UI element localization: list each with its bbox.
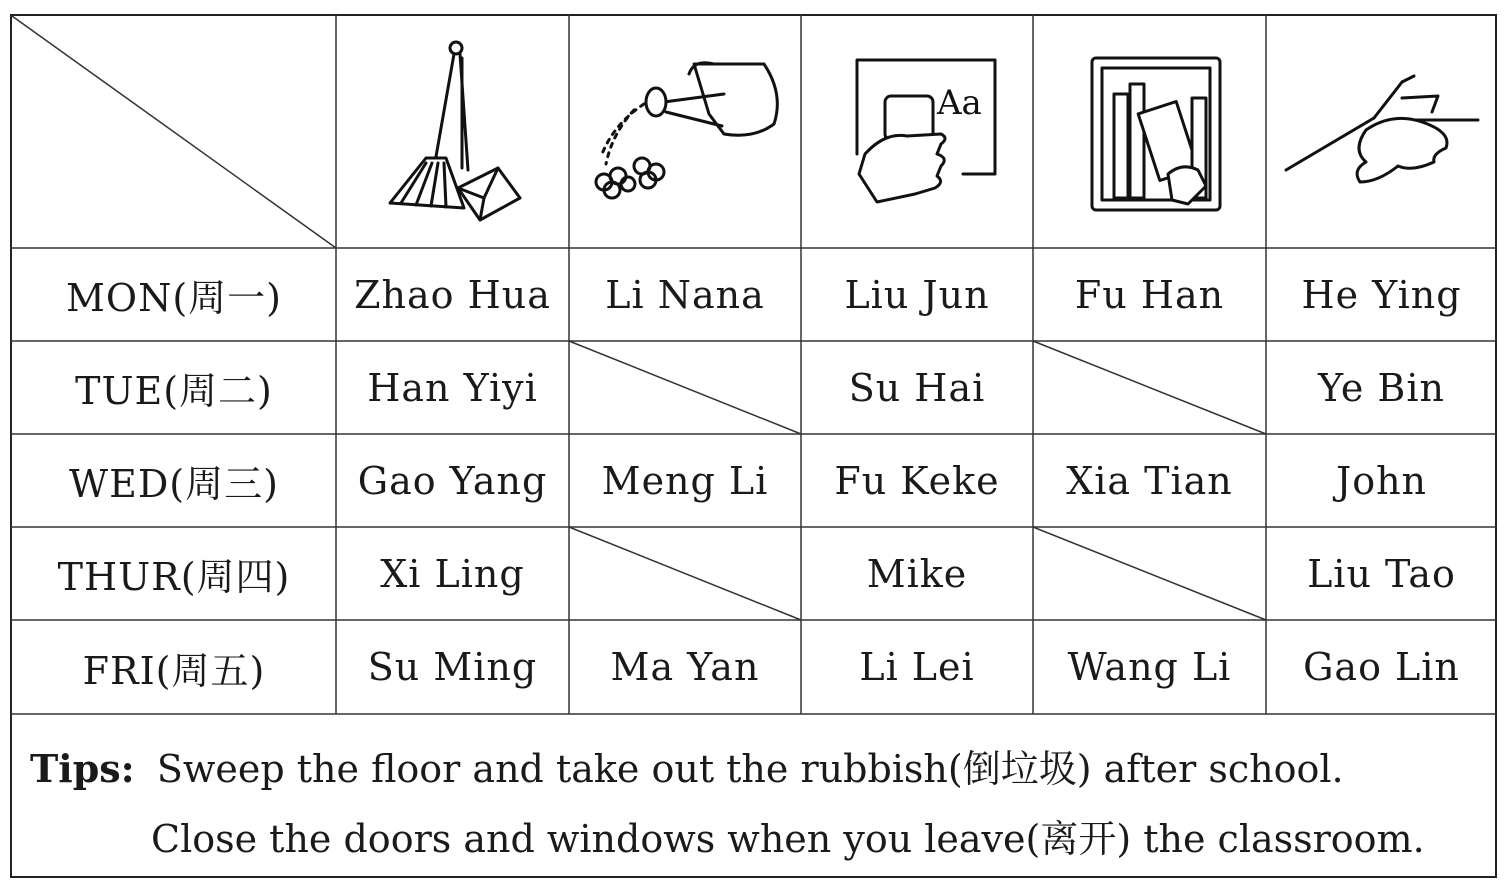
tips-text-1: Sweep the floor and take out the rubbish(倒垃圾) after school. xyxy=(156,747,1344,791)
duty-cell: Wang Li xyxy=(1067,645,1232,689)
tips-text-2: Close the doors and windows when you leave(离开) the classroom. xyxy=(151,817,1425,861)
tips-line-2 xyxy=(151,808,1425,863)
duty-cell: Ma Yan xyxy=(610,645,760,689)
duty-cell: Gao Yang xyxy=(357,458,548,503)
duty-cell: Su Hai xyxy=(848,365,986,410)
duty-cell: Li Lei xyxy=(859,645,975,689)
tips-line-1 xyxy=(30,738,1344,793)
day-label-tue: TUE(周二) xyxy=(75,369,273,413)
duty-cell: Meng Li xyxy=(601,458,769,503)
duty-cell: Liu Jun xyxy=(844,272,990,317)
duty-cell-empty xyxy=(569,341,801,434)
broom-and-dustpan-icon xyxy=(376,38,536,228)
duty-cell: John xyxy=(1335,458,1428,503)
duty-cell: Xia Tian xyxy=(1066,458,1233,503)
duty-cell: Fu Han xyxy=(1074,272,1225,317)
day-label-wed: WED(周三) xyxy=(69,462,279,506)
duty-cell: Fu Keke xyxy=(834,458,1000,503)
duty-cell-empty xyxy=(569,527,801,620)
watering-can-icon xyxy=(584,54,784,204)
day-label-mon: MON(周一) xyxy=(66,276,282,320)
duty-cell: Xi Ling xyxy=(380,551,525,596)
duty-cell: Gao Lin xyxy=(1303,645,1460,689)
duty-cell: Han Yiyi xyxy=(367,365,538,410)
duty-cell: Su Ming xyxy=(367,645,538,689)
svg-text:Aa: Aa xyxy=(937,83,982,123)
duty-cell: Zhao Hua xyxy=(354,272,551,317)
duty-cell: Li Nana xyxy=(605,272,765,317)
bookshelf-icon xyxy=(1088,54,1228,214)
cloth-wiping-icon xyxy=(1282,72,1482,192)
day-label-thur: THUR(周四) xyxy=(57,555,291,599)
day-label-fri: FRI(周五) xyxy=(82,648,266,693)
duty-cell: Ye Bin xyxy=(1318,365,1445,410)
duty-cell: He Ying xyxy=(1301,272,1462,317)
blackboard-eraser-icon xyxy=(845,54,1005,204)
duty-cell: Liu Tao xyxy=(1307,551,1456,596)
duty-cell-empty xyxy=(1033,527,1266,620)
duty-cell: Mike xyxy=(866,551,968,596)
header-diagonal xyxy=(12,16,336,248)
duty-cell-empty xyxy=(1033,341,1266,434)
tips-label: Tips: xyxy=(30,746,135,791)
